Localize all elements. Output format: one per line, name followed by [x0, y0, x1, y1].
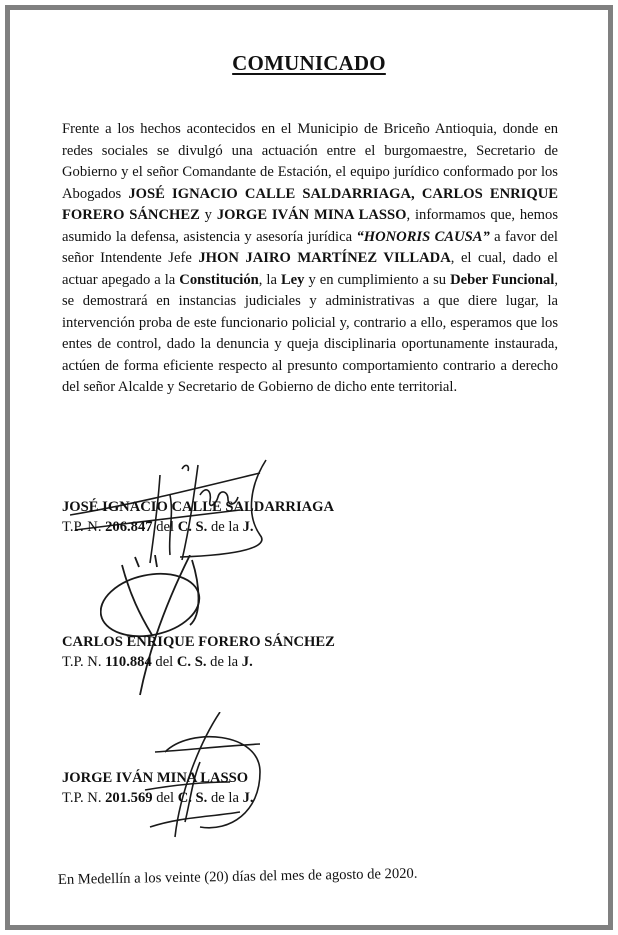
constitucion-text: Constitución	[179, 271, 259, 288]
tp-cs: C. S.	[177, 790, 208, 806]
tp-prefix: T.P. N.	[62, 790, 106, 806]
honoris-causa: “HONORIS CAUSA”	[356, 228, 490, 245]
tp-de-la: de la	[207, 790, 243, 806]
tp-cs: C. S.	[176, 654, 207, 670]
tp-number: 201.569	[105, 790, 153, 806]
tp-j: J.	[242, 790, 254, 806]
tp-number: 110.884	[105, 654, 152, 670]
body-paragraph	[62, 119, 558, 399]
tp-j: J.	[242, 519, 254, 535]
tp-del: del	[152, 519, 178, 535]
signer-tp	[62, 652, 335, 672]
body-text-part: y en cumplimiento a su	[304, 271, 451, 288]
page-title: COMUNICADO	[232, 51, 386, 75]
tp-cs: C. S.	[177, 519, 208, 535]
body-text-part: y	[199, 207, 217, 223]
signature-block-3	[62, 768, 254, 808]
tp-del: del	[151, 654, 177, 670]
signer-name: JOSÉ IGNACIO CALLE SALDARRIAGA	[62, 499, 335, 515]
signer-name: JORGE IVÁN MINA LASSO	[62, 770, 249, 786]
body-text-part: , informamos que, hemos asumido la defensa, asistencia y asesoría jurídica	[62, 207, 558, 245]
tp-prefix: T.P. N.	[62, 654, 106, 670]
signature-block-1	[62, 497, 334, 537]
tp-de-la: de la	[207, 519, 243, 535]
tp-del: del	[152, 790, 178, 806]
body-text-part: , se demostrará en instancias judiciales y administrativas a que diere lugar, la intervención proba de este funcionario policial y, contrario a ello, esperamos que los entes de control, dado la denuncia y queja disciplinaria oportunamente instaurada, actúen de forma eficiente respecto al presunto comportamiento contrario a derecho del señor Alcalde y Secretario de Gobierno de dicho ente territorial.	[62, 271, 558, 395]
ley-text: Ley	[280, 271, 305, 288]
closing-date-line: En Medellín a los veinte (20) días del mes de agosto de 2020.	[57, 865, 418, 888]
body-text-part: , la	[258, 271, 281, 288]
body-text-part: a favor del señor Intendente Jefe	[62, 228, 558, 266]
signer-tp	[62, 517, 334, 537]
tp-number: 206.847	[105, 519, 153, 535]
signer-tp	[62, 788, 254, 808]
lawyer-name-3: JORGE IVÁN MINA LASSO	[216, 207, 407, 223]
body-text-part: , el cual, dado el actuar apegado a la	[62, 250, 558, 288]
lawyer-names: JOSÉ IGNACIO CALLE SALDARRIAGA, CARLOS ENRIQUE FORERO SÁNCHEZ	[62, 185, 558, 223]
body-text-part: Frente a los hechos acontecidos en el Municipio de Briceño Antioquia, donde en redes sociales se divulgó una actuación entre el burgomaestre, Secretario de Gobierno y el señor Comandante de Estación, el equipo jurídico conformado por los Abogados	[62, 121, 558, 202]
signature-scribble-2	[100, 555, 220, 700]
signer-name: CARLOS ENRIQUE FORERO SÁNCHEZ	[62, 634, 335, 650]
tp-j: J.	[241, 654, 253, 670]
tp-de-la: de la	[206, 654, 242, 670]
signature-block-2	[62, 632, 335, 672]
deber-funcional-text: Deber Funcional	[450, 271, 555, 288]
officer-name: JHON JAIRO MARTÍNEZ VILLADA	[198, 250, 451, 266]
tp-prefix: T.P. N.	[62, 519, 106, 535]
